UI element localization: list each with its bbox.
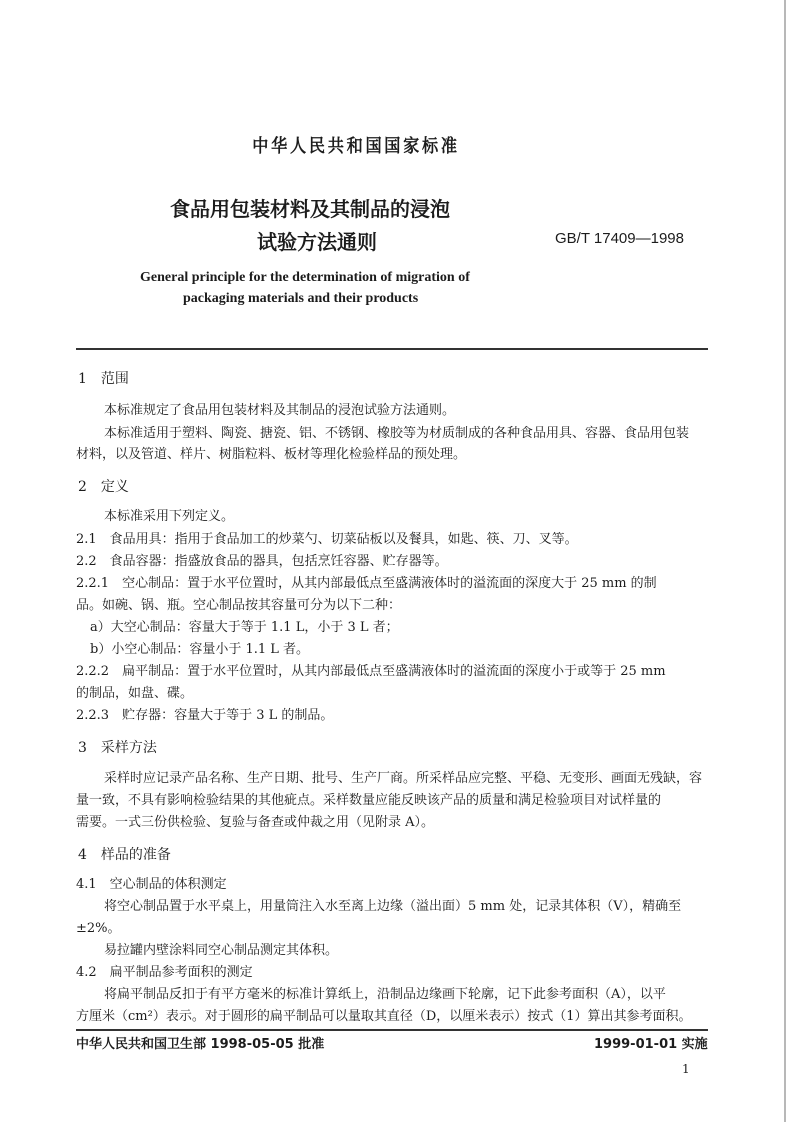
clause-4-1-line1: 将空心制品置于水平桌上，用量筒注入水至离上边缘（溢出面）5 mm 处，记录其体积（V），精确至 [104, 899, 682, 914]
section-1-paragraph-2-line1: 本标准适用于塑料、陶瓷、搪瓷、铝、不锈钢、橡胶等为材质制成的各种食品用具、容器、食品用包装 [104, 426, 690, 441]
clause-2-1: 2.1 食品用具：指用于食品加工的炒菜勺、切菜砧板以及餐具，如匙、筷、刀、叉等。 [76, 532, 578, 547]
footer-divider [76, 1029, 708, 1031]
clause-2-2-1-line1: 2.2.1 空心制品：置于水平位置时，从其内部最低点至盛满液体时的溢流面的深度大于 25 mm 的制 [76, 576, 657, 591]
document-title-line1: 食品用包装材料及其制品的浸泡 [170, 197, 450, 221]
section-1-paragraph-1: 本标准规定了食品用包装材料及其制品的浸泡试验方法通则。 [104, 403, 456, 418]
clause-2-2-1-item-b: b）小空心制品：容量小于 1.1 L 者。 [90, 642, 310, 657]
clause-4-2-line2: 方厘米（cm²）表示。对于圆形的扁平制品可以量取其直径（D，以厘米表示）按式（1）算出其参考面积。 [76, 1009, 692, 1024]
header-divider [76, 348, 708, 350]
section-4-heading: 4 样品的准备 [78, 847, 171, 863]
section-3-line3: 需要。一式三份供检验、复验与备查或仲裁之用（见附录 A）。 [76, 815, 435, 830]
section-1-paragraph-2-line2: 材料，以及管道、样片、树脂粒料、板材等理化检验样品的预处理。 [76, 447, 467, 462]
clause-4-1-line2: ±2%。 [76, 921, 121, 936]
section-3-heading: 3 采样方法 [78, 740, 157, 756]
page-number: 1 [682, 1062, 690, 1076]
clause-4-1-heading: 4.1 空心制品的体积测定 [76, 877, 227, 892]
english-title-line2: packaging materials and their products [183, 291, 419, 306]
english-title-line1: General principle for the determination of migration of [140, 270, 470, 285]
standard-number: GB/T 17409—1998 [555, 230, 684, 247]
section-3-line2: 量一致，不具有影响检验结果的其他疵点。采样数量应能反映该产品的质量和满足检验项目对试样量的 [76, 793, 662, 808]
national-standard-header: 中华人民共和国国家标准 [252, 136, 460, 157]
scan-edge-shadow [784, 0, 786, 1122]
implementation-date: 1999-01-01 实施 [594, 1037, 708, 1052]
clause-2-2-3: 2.2.3 贮存器：容量大于等于 3 L 的制品。 [76, 708, 334, 723]
clause-2-2: 2.2 食品容器：指盛放食品的器具，包括烹饪容器、贮存器等。 [76, 554, 448, 569]
clause-2-2-2-line2: 的制品，如盘、碟。 [76, 686, 194, 701]
section-3-line1: 采样时应记录产品名称、生产日期、批号、生产厂商。所采样品应完整、平稳、无变形、画面无残缺，容 [104, 771, 703, 786]
section-2-intro: 本标准采用下列定义。 [104, 509, 235, 524]
clause-4-2-heading: 4.2 扁平制品参考面积的测定 [76, 965, 253, 980]
document-title-line2: 试验方法通则 [257, 230, 377, 254]
approval-notice: 中华人民共和国卫生部 1998-05-05 批准 [76, 1037, 325, 1052]
section-1-heading: 1 范围 [78, 371, 129, 387]
clause-4-2-line1: 将扁平制品反扣于有平方毫米的标准计算纸上，沿制品边缘画下轮廓，记下此参考面积（A），以平 [104, 987, 666, 1002]
clause-2-2-1-line2: 品。如碗、锅、瓶。空心制品按其容量可分为以下二种： [76, 598, 402, 613]
section-2-heading: 2 定义 [78, 479, 129, 495]
clause-4-1-line3: 易拉罐内壁涂料同空心制品测定其体积。 [104, 943, 339, 958]
clause-2-2-2-line1: 2.2.2 扁平制品：置于水平位置时，从其内部最低点至盛满液体时的溢流面的深度小于或等于 25 mm [76, 664, 666, 679]
clause-2-2-1-item-a: a）大空心制品：容量大于等于 1.1 L，小于 3 L 者； [90, 620, 399, 635]
